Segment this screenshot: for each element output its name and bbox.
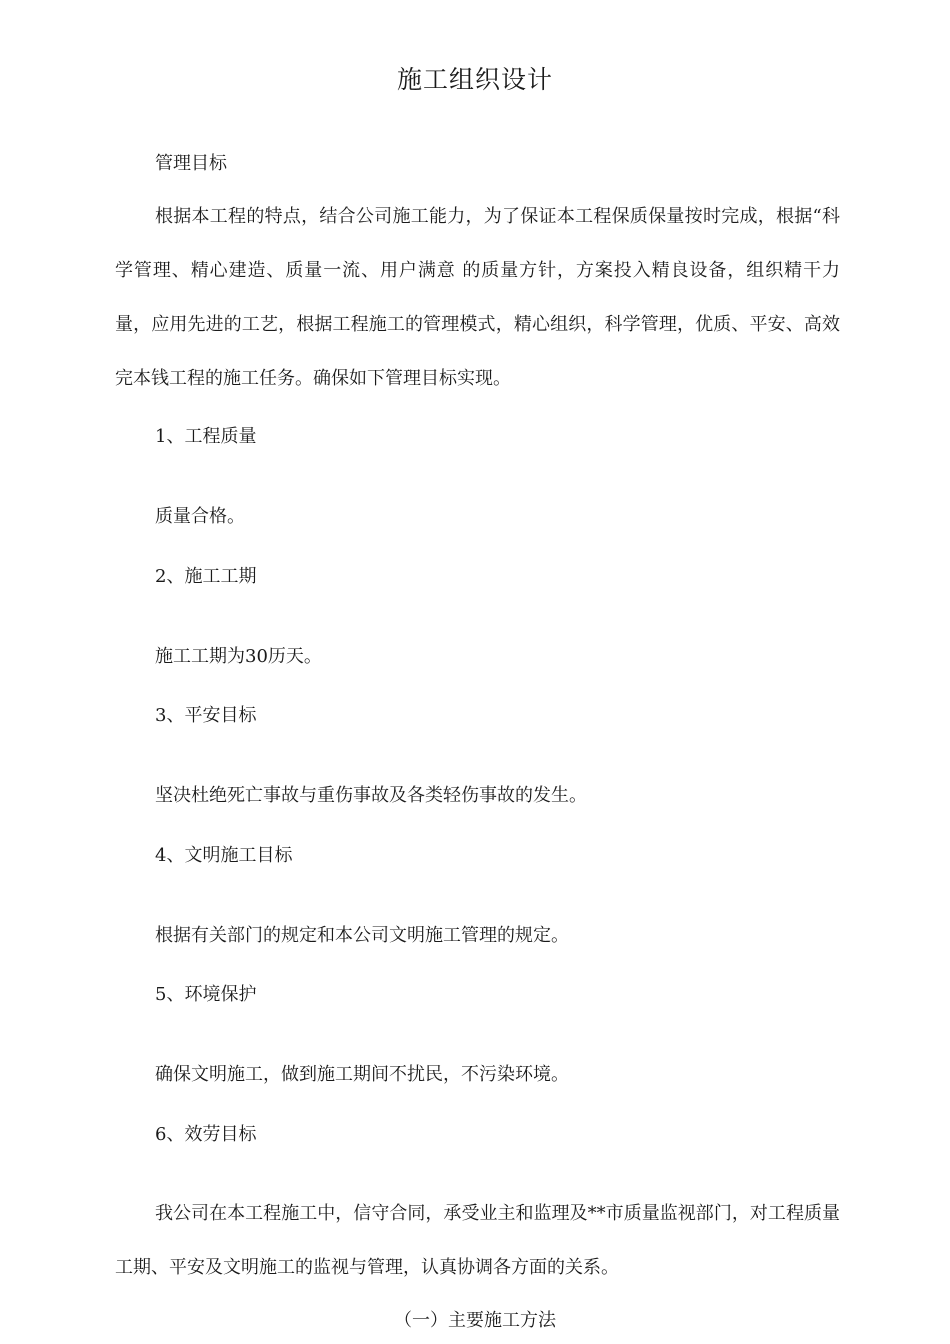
goal-quality-text: 质量合格。	[155, 506, 245, 527]
goal-civilized-text: 根据有关部门的规定和本公司文明施工管理的规定。	[155, 925, 569, 946]
goal-schedule-text: 施工工期为30历天。	[155, 646, 322, 667]
section-heading: 管理目标	[155, 153, 227, 174]
goal-environment-text: 确保文明施工，做到施工期间不扰民，不污染环境。	[155, 1064, 569, 1085]
goal-civilized-heading: 4、文明施工目标	[155, 845, 293, 866]
goal-service-heading: 6、效劳目标	[155, 1124, 257, 1145]
goal-environment-heading: 5、环境保护	[155, 984, 257, 1005]
intro-paragraph: 根据本工程的特点，结合公司施工能力，为了保证本工程保质保量按时完成，根据“科学管理、精心建造、质量一流、用户满意 的质量方针，方案投入精良设备，组织精干力量，应用先进的工艺，根据工程施工的管理模式，精心组织，科学管理，优质、平安、高效完本钱工程的施工任务。确保如下管理目标实现。	[115, 206, 840, 389]
next-section-heading: （一）主要施工方法	[394, 1310, 556, 1331]
document-title: 施工组织设计	[396, 65, 553, 94]
goal-safety-heading: 3、平安目标	[155, 705, 257, 726]
service-paragraph: 我公司在本工程施工中，信守合同，承受业主和监理及**市质量监视部门，对工程质量工期、平安及文明施工的监视与管理，认真协调各方面的关系。	[115, 1203, 840, 1278]
goal-schedule-heading: 2、施工工期	[155, 566, 257, 587]
goal-quality-heading: 1、工程质量	[155, 426, 257, 447]
goal-safety-text: 坚决杜绝死亡事故与重伤事故及各类轻伤事故的发生。	[155, 785, 587, 806]
